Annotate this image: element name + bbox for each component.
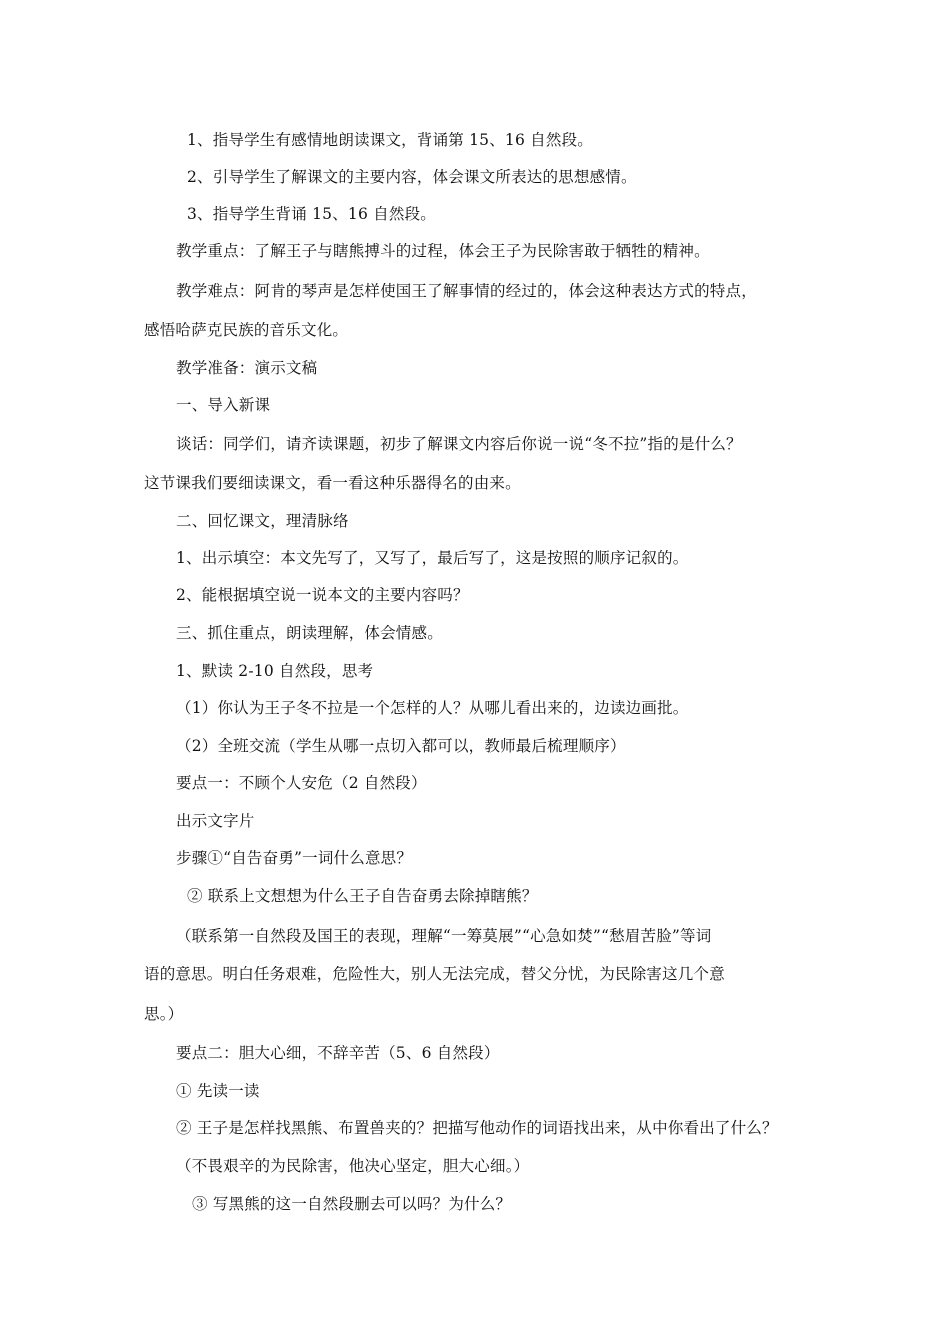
- text-line: 谈话：同学们，请齐读课题，初步了解课文内容后你说一说“冬不拉”指的是什么？: [176, 435, 742, 453]
- text-line: 1、默读 2-10 自然段，思考: [176, 662, 374, 680]
- text-line: 教学重点：了解王子与瞎熊搏斗的过程，体会王子为民除害敢于牺牲的精神。: [176, 242, 710, 260]
- text-line: ① 先读一读: [176, 1082, 260, 1100]
- section-heading: 二、回忆课文，理清脉络: [176, 512, 349, 530]
- section-heading: 一、导入新课: [176, 396, 271, 414]
- text-line: 3、指导学生背诵 15、16 自然段。: [187, 205, 436, 223]
- text-line: 教学难点：阿肯的琴声是怎样使国王了解事情的经过的，体会这种表达方式的特点，: [176, 282, 757, 300]
- text-line: 这节课我们要细读课文，看一看这种乐器得名的由来。: [144, 474, 521, 492]
- text-line: 语的意思。明白任务艰难，危险性大，别人无法完成，替父分忧，为民除害这几个意: [144, 965, 725, 983]
- text-line: ③ 写黑熊的这一自然段删去可以吗？为什么？: [192, 1195, 512, 1213]
- text-line: ② 联系上文想想为什么王子自告奋勇去除掉瞎熊？: [187, 887, 538, 905]
- text-line: 教学准备：演示文稿: [176, 359, 318, 377]
- text-line: 思。）: [144, 1005, 184, 1023]
- text-line: 步骤①“自告奋勇”一词什么意思？: [176, 849, 413, 867]
- text-line: 出示文字片: [176, 812, 255, 830]
- section-heading: 三、抓住重点，朗读理解，体会情感。: [176, 624, 443, 642]
- text-line: 1、指导学生有感情地朗读课文，背诵第 15、16 自然段。: [187, 131, 593, 149]
- text-line: （1）你认为王子冬不拉是一个怎样的人？从哪儿看出来的，边读边画批。: [176, 699, 689, 717]
- text-line: 感悟哈萨克民族的音乐文化。: [144, 321, 349, 339]
- text-line: 要点二：胆大心细，不辞辛苦（5、6 自然段）: [176, 1044, 500, 1062]
- text-line: 1、出示填空：本文先写了，又写了，最后写了，这是按照的顺序记叙的。: [176, 549, 689, 567]
- text-line: （不畏艰辛的为民除害，他决心坚定，胆大心细。）: [176, 1157, 530, 1175]
- text-line: 2、引导学生了解课文的主要内容，体会课文所表达的思想感情。: [187, 168, 637, 186]
- text-line: （2）全班交流（学生从哪一点切入都可以，教师最后梳理顺序）: [176, 737, 626, 755]
- text-line: 要点一：不顾个人安危（2 自然段）: [176, 774, 427, 792]
- text-line: ② 王子是怎样找黑熊、布置兽夹的？把描写他动作的词语找出来，从中你看出了什么？: [176, 1119, 778, 1137]
- text-line: （联系第一自然段及国王的表现，理解“一筹莫展”“心急如焚”“愁眉苦脸”等词: [176, 927, 712, 945]
- text-line: 2、能根据填空说一说本文的主要内容吗？: [176, 586, 469, 604]
